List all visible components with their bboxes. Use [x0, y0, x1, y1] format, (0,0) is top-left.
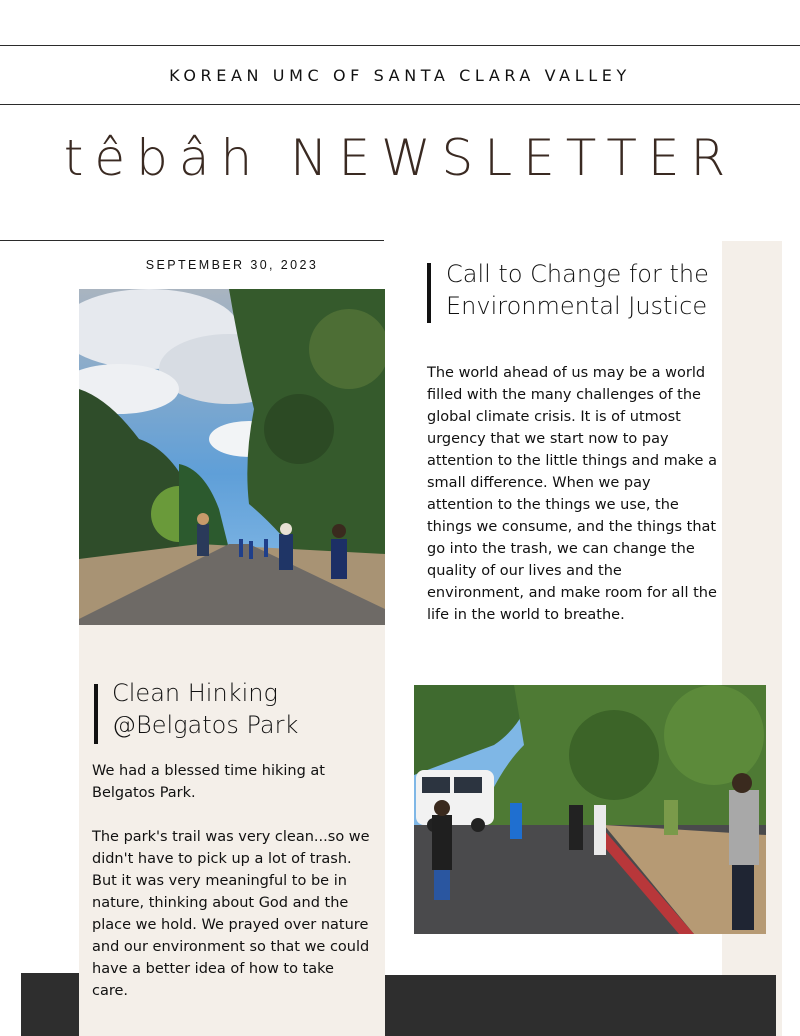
environment-heading-bar — [427, 263, 431, 323]
organization-name: KOREAN UMC OF SANTA CLARA VALLEY — [169, 66, 631, 85]
footer-dark-right — [385, 975, 776, 1036]
header-bottom-rule — [0, 104, 800, 105]
header-top-rule — [0, 45, 800, 46]
group-gathering-photo — [414, 685, 766, 934]
environment-article-title: Call to Change for the Environmental Justice — [446, 260, 709, 320]
issue-date: SEPTEMBER 30, 2023 — [145, 258, 319, 272]
hiking-article-title: Clean Hinking @Belgatos Park — [112, 679, 299, 739]
newsletter-title: têbâh NEWSLETTER — [63, 129, 737, 187]
trail-walk-photo — [79, 289, 385, 625]
footer-dark-left — [21, 973, 79, 1036]
date-rule — [0, 240, 384, 241]
environment-article-body: The world ahead of us may be a world filled with the many challenges of the global climate crisis. It is of utmost urgency that we start now to pay attention to the little things and make a small difference. When we pay attention to the things we use, the things we consume, and the things that go into the trash, we can change the quality of our lives and the environment, and make room for all the life in the world to breathe. — [427, 365, 717, 623]
hiking-heading-bar — [94, 684, 98, 744]
hiking-article-body: We had a blessed time hiking at Belgatos Park. The park's trail was very clean...so we didn't have to pick up a lot of trash. But it was very meaningful to be in nature, thinking about God and the place we hold. We prayed over nature and our environment so that we could have a better idea of how to take care. — [92, 763, 370, 999]
